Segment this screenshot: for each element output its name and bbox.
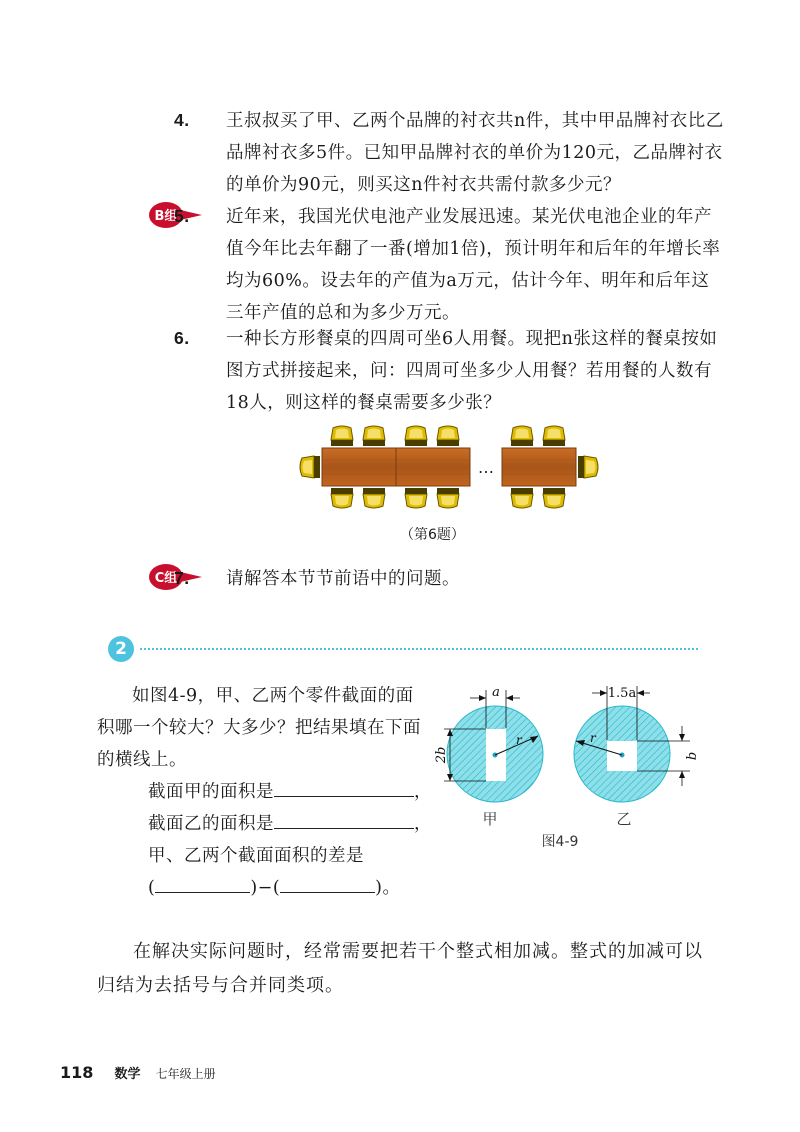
area-yi-blank[interactable] — [274, 810, 414, 829]
section-yi — [574, 686, 700, 828]
chair-icon — [578, 456, 598, 478]
chair-icon — [511, 488, 533, 508]
radius-label: r — [590, 731, 596, 745]
chair-icon — [405, 488, 427, 508]
footer-subject: 数学 — [114, 1067, 141, 1082]
chair-icon — [300, 456, 320, 478]
problem-6 — [174, 322, 718, 419]
section-2-intro — [97, 680, 429, 776]
problem-number: 7. — [174, 568, 190, 588]
problem-text: 一种长方形餐桌的四周可坐6人用餐。现把n张这样的餐桌按如图方式拼接起来，问：四周可坐多少人用餐？若用餐的人数有18人，则这样的餐桌需要多少张？ — [226, 329, 718, 413]
dining-table — [322, 448, 396, 486]
section-number-badge — [108, 636, 134, 662]
difference-line — [148, 840, 438, 872]
tables-figure — [290, 420, 610, 520]
area-yi-label: 截面乙的面积是 — [148, 814, 274, 834]
chair-icon — [331, 488, 353, 508]
page-number: 118 — [60, 1063, 94, 1082]
problem-number: 5. — [174, 206, 190, 226]
height-2b-label: 2b — [434, 746, 449, 764]
section-2-header — [108, 636, 698, 662]
section-jia — [434, 685, 543, 828]
page-footer — [60, 1063, 216, 1082]
difference-blank-1[interactable] — [155, 874, 250, 893]
problem-text: 请解答本节节前语中的问题。 — [226, 569, 460, 589]
problem-5 — [174, 200, 721, 329]
conclusion-paragraph — [97, 935, 703, 1003]
chair-icon — [437, 488, 459, 508]
width-15a-label: 1.5a — [607, 686, 637, 701]
figure-caption: 图4-9 — [541, 834, 579, 850]
dotted-divider — [140, 648, 698, 650]
problem-number: 4. — [174, 110, 190, 130]
chair-icon — [543, 426, 565, 446]
dining-table — [502, 448, 576, 486]
part-yi-label: 乙 — [616, 810, 632, 828]
height-b-label: b — [685, 751, 700, 761]
chair-icon — [363, 426, 385, 446]
area-yi-line: 截面乙的面积是 ， — [148, 808, 438, 840]
area-jia-line: 截面甲的面积是 ， — [148, 776, 438, 808]
problem-text: 王叔叔买了甲、乙两个品牌的衬衣共n件，其中甲品牌衬衣比乙品牌衬衣多5件。已知甲品牌衬衣的单价为120元，乙品牌衬衣的单价为90元，则买这n件衬衣共需付款多少元？ — [226, 111, 724, 195]
group-c-label: C组 — [154, 571, 178, 586]
chair-icon — [405, 426, 427, 446]
chair-icon — [437, 426, 459, 446]
area-jia-blank[interactable] — [274, 778, 414, 797]
section-number: 2 — [115, 639, 127, 659]
width-a-label: a — [492, 685, 500, 700]
dining-table — [396, 448, 470, 486]
chair-icon — [363, 488, 385, 508]
ellipsis: … — [478, 458, 494, 477]
problem-4 — [174, 104, 724, 201]
area-jia-label: 截面甲的面积是 — [148, 782, 274, 802]
difference-blank-2[interactable] — [280, 874, 375, 893]
table-figure-caption: （第6题） — [400, 527, 465, 543]
conclusion-text: 在解决实际问题时，经常需要把若干个整式相加减。整式的加减可以归结为去括号与合并同类项。 — [97, 941, 703, 996]
difference-label: 甲、乙两个截面面积的差是 — [148, 846, 364, 866]
group-b-label: B组 — [154, 209, 178, 224]
figure-4-9 — [420, 676, 710, 856]
chair-icon — [511, 426, 533, 446]
footer-grade: 七年级上册 — [155, 1067, 216, 1081]
problem-7 — [174, 562, 700, 595]
chair-icon — [331, 426, 353, 446]
problem-text: 近年来，我国光伏电池产业发展迅速。某光伏电池企业的年产值今年比去年翻了一番(增加1倍)，预计明年和后年的年增长率均为60%。设去年的产值为a万元，估计今年、明年和后年这三年产值的总和为多少万元。 — [226, 207, 721, 323]
difference-expression: ( )−( )。 — [148, 872, 438, 904]
intro-text: 如图4-9，甲、乙两个零件截面的面积哪一个较大？大多少？把结果填在下面的横线上。 — [97, 686, 421, 770]
chair-icon — [543, 488, 565, 508]
radius-label: r — [516, 733, 522, 747]
part-jia-label: 甲 — [482, 810, 498, 828]
problem-number: 6. — [174, 328, 190, 348]
